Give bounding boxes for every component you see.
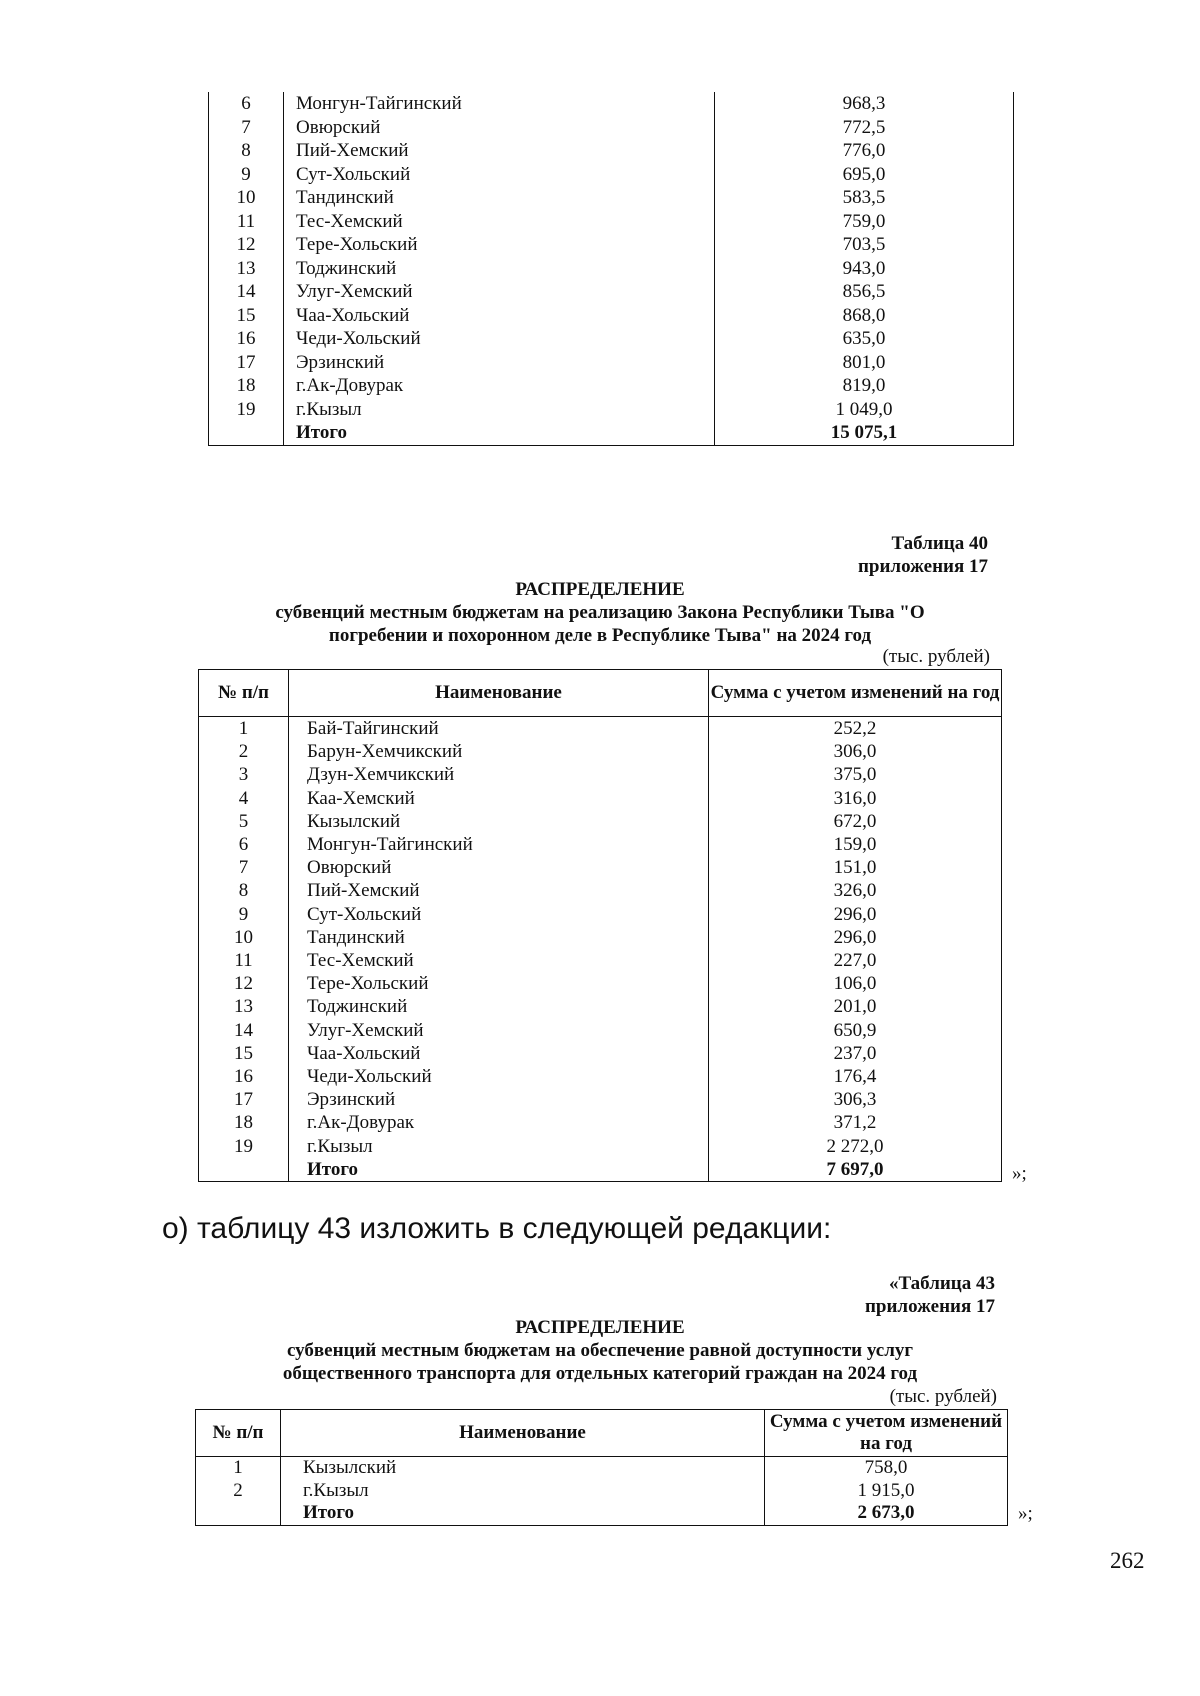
table-row: 11 Тес-Хемский 227,0 xyxy=(199,949,1002,972)
table-row: 17 Эрзинский 306,3 xyxy=(199,1088,1002,1111)
table-row: 5 Кызылский 672,0 xyxy=(199,810,1002,833)
table-row: 9 Сут-Хольский 296,0 xyxy=(199,903,1002,926)
table-row: 1 Бай-Тайгинский 252,2 xyxy=(199,717,1002,741)
table-row: 14 Улуг-Хемский 856,5 xyxy=(209,280,1014,304)
table43-closing-quote: »; xyxy=(1018,1503,1033,1524)
table43-caption: «Таблица 43 приложения 17 xyxy=(864,1273,995,1317)
table-row: 14 Улуг-Хемский 650,9 xyxy=(199,1019,1002,1042)
table43-subtitle-line2: общественного транспорта для отдельных категорий граждан на 2024 год xyxy=(282,1363,918,1384)
table-row: 12 Тере-Хольский 106,0 xyxy=(199,972,1002,995)
table-row: 19 г.Кызыл 2 272,0 xyxy=(199,1135,1002,1158)
table-row: 4 Каа-Хемский 316,0 xyxy=(199,787,1002,810)
table40-closing-quote: »; xyxy=(1012,1163,1027,1184)
table40-caption: Таблица 40 приложения 17 xyxy=(857,533,988,577)
table-row: 7 Овюрский 772,5 xyxy=(209,116,1014,140)
table-row: 10 Тандинский 296,0 xyxy=(199,926,1002,949)
table40 xyxy=(198,669,1002,1182)
table-row: 19 г.Кызыл 1 049,0 xyxy=(209,398,1014,422)
table-row: 2 Барун-Хемчикский 306,0 xyxy=(199,740,1002,763)
table40-title: РАСПРЕДЕЛЕНИЕ xyxy=(515,579,685,600)
table-row: 10 Тандинский 583,5 xyxy=(209,186,1014,210)
table-header-row: № п/п Наименование Сумма с учетом изменений на год xyxy=(199,670,1002,717)
table-row: 15 Чаа-Хольский 868,0 xyxy=(209,304,1014,328)
table43-subtitle-line1: субвенций местным бюджетам на обеспечение равной доступности услуг xyxy=(286,1340,914,1361)
table-row: 1 Кызылский 758,0 xyxy=(196,1457,1008,1480)
table-row: 8 Пий-Хемский 776,0 xyxy=(209,139,1014,163)
table-header-row: № п/п Наименование Сумма с учетом изменений на год xyxy=(196,1410,1008,1457)
table-row: 6 Монгун-Тайгинский 968,3 xyxy=(209,92,1014,116)
table-row: 3 Дзун-Хемчикский 375,0 xyxy=(199,763,1002,786)
table-row: 16 Чеди-Хольский 635,0 xyxy=(209,327,1014,351)
table-row: 9 Сут-Хольский 695,0 xyxy=(209,163,1014,187)
table-row: 11 Тес-Хемский 759,0 xyxy=(209,210,1014,234)
table-row: 16 Чеди-Хольский 176,4 xyxy=(199,1065,1002,1088)
table-row: 8 Пий-Хемский 326,0 xyxy=(199,879,1002,902)
table40-subtitle-line1: субвенций местным бюджетам на реализацию Закона Республики Тыва "О xyxy=(275,602,925,623)
table-row: 15 Чаа-Хольский 237,0 xyxy=(199,1042,1002,1065)
table40-units: (тыс. рублей) xyxy=(882,646,990,667)
table43-title: РАСПРЕДЕЛЕНИЕ xyxy=(515,1317,685,1338)
table40-subtitle-line2: погребении и похоронном деле в Республике Тыва" на 2024 год xyxy=(328,625,872,646)
table40-title-block xyxy=(200,578,1000,647)
table-row: 2 г.Кызыл 1 915,0 xyxy=(196,1480,1008,1503)
table43-title-block xyxy=(200,1316,1000,1385)
table-total-row: Итого 2 673,0 xyxy=(196,1502,1008,1525)
table-total-row: Итого 7 697,0 xyxy=(199,1158,1002,1182)
table-row: 7 Овюрский 151,0 xyxy=(199,856,1002,879)
page-number: 262 xyxy=(1110,1548,1145,1573)
table-row: 17 Эрзинский 801,0 xyxy=(209,351,1014,375)
table-row: 18 г.Ак-Довурак 819,0 xyxy=(209,374,1014,398)
prev-table xyxy=(208,92,1014,446)
table-row: 18 г.Ак-Довурак 371,2 xyxy=(199,1111,1002,1134)
table-total-row: Итого 15 075,1 xyxy=(209,421,1014,445)
table-row: 13 Тоджинский 943,0 xyxy=(209,257,1014,281)
table43 xyxy=(195,1409,1008,1526)
instruction-text: о) таблицу 43 изложить в следующей редакции: xyxy=(162,1212,832,1245)
table43-units: (тыс. рублей) xyxy=(889,1386,997,1407)
table-row: 6 Монгун-Тайгинский 159,0 xyxy=(199,833,1002,856)
table-row: 13 Тоджинский 201,0 xyxy=(199,995,1002,1018)
table-row: 12 Тере-Хольский 703,5 xyxy=(209,233,1014,257)
